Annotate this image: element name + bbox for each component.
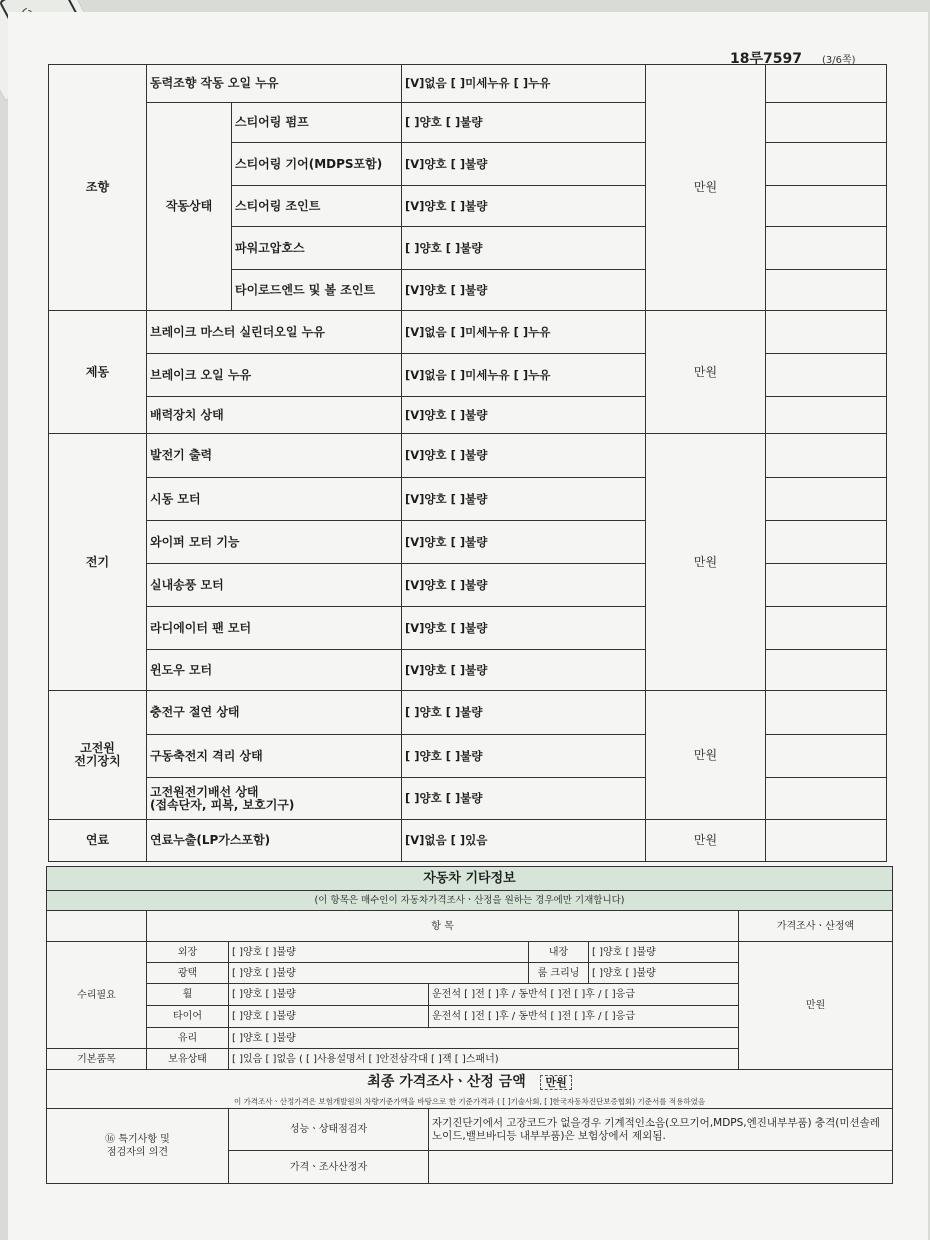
wheel-label: 휠: [147, 984, 229, 1006]
electric-item: 실내송풍 모터: [147, 564, 402, 607]
brake-option[interactable]: [V]양호 [ ]불량: [402, 397, 646, 434]
steering-item: 파워고압호스: [232, 227, 402, 270]
tire-label: 타이어: [147, 1006, 229, 1028]
steering-option[interactable]: [ ]양호 [ ]불량: [402, 227, 646, 270]
electric-item: 라디에이터 팬 모터: [147, 607, 402, 650]
extra-header-blank: [47, 911, 147, 942]
electric-option[interactable]: [V]양호 [ ]불량: [402, 564, 646, 607]
basic-items-option[interactable]: [ ]있음 [ ]없음 ( [ ]사용설명서 [ ]안전삼각대 [ ]잭 [ ]스패너): [229, 1049, 739, 1070]
steering-leak-item: 동력조향 작동 오일 누유: [147, 65, 402, 103]
price-column-header: 가격조사ㆍ산정액: [739, 911, 893, 942]
special-notes-label: ⑯ 특기사항 및 점검자의 의견: [47, 1109, 229, 1184]
item-column-header: 항 목: [147, 911, 739, 942]
final-amount-box[interactable]: [540, 1075, 571, 1090]
section-steering-label: 조향: [49, 65, 147, 311]
steering-item: 스티어링 기어(MDPS포함): [232, 143, 402, 186]
electric-amount-unit: 만원: [646, 434, 766, 691]
brake-amount-cell[interactable]: [766, 354, 887, 397]
steering-item: 타이로드엔드 및 볼 조인트: [232, 270, 402, 311]
electric-option[interactable]: [V]양호 [ ]불량: [402, 607, 646, 650]
hv-option[interactable]: [ ]양호 [ ]불량: [402, 691, 646, 735]
brake-option[interactable]: [V]없음 [ ]미세누유 [ ]누유: [402, 311, 646, 354]
repair-needed-label: 수리필요: [47, 942, 147, 1049]
basic-items-key: 보유상태: [147, 1049, 229, 1070]
extra-info-table: [46, 866, 893, 1184]
electric-amount-cell[interactable]: [766, 564, 887, 607]
section-brake-label: 제동: [49, 311, 147, 434]
electric-item: 발전기 출력: [147, 434, 402, 478]
brake-item: 브레이크 마스터 실린더오일 누유: [147, 311, 402, 354]
steering-option[interactable]: [V]양호 [ ]불량: [402, 270, 646, 311]
electric-amount-cell[interactable]: [766, 650, 887, 691]
final-amount-note: 이 가격조사ㆍ산정가격은 보험개발원의 차량기준가액을 바탕으로 한 기준가격과 ( [ ]기술사회, [ ]한국자동차진단보증협회) 기준서를 적용하였음: [47, 1095, 893, 1109]
fuel-item: 연료누출(LP가스포함): [147, 820, 402, 862]
electric-option[interactable]: [V]양호 [ ]불량: [402, 650, 646, 691]
electric-amount-cell[interactable]: [766, 607, 887, 650]
glass-label: 유리: [147, 1028, 229, 1049]
fuel-amount-unit: 만원: [646, 820, 766, 862]
brake-option[interactable]: [V]없음 [ ]미세누유 [ ]누유: [402, 354, 646, 397]
extra-info-note: (이 항목은 매수인이 자동차가격조사ㆍ산정을 원하는 경우에만 기재합니다): [47, 891, 893, 911]
hv-amount-cell[interactable]: [766, 691, 887, 735]
steering-item: 스티어링 펌프: [232, 103, 402, 143]
electric-option[interactable]: [V]양호 [ ]불량: [402, 478, 646, 521]
electric-item: 와이퍼 모터 기능: [147, 521, 402, 564]
electric-option[interactable]: [V]양호 [ ]불량: [402, 521, 646, 564]
steering-amount-cell[interactable]: [766, 143, 887, 186]
steering-sub-label: 작동상태: [147, 103, 232, 311]
extra-price-unit: 만원: [739, 942, 893, 1070]
brake-amount-cell[interactable]: [766, 397, 887, 434]
steering-amount-cell[interactable]: [766, 103, 887, 143]
steering-amount-unit: 만원: [646, 65, 766, 311]
tire-option[interactable]: [ ]양호 [ ]불량: [229, 1006, 429, 1028]
final-amount-label: 최종 가격조사ㆍ산정 금액: [367, 1073, 526, 1090]
electric-amount-cell[interactable]: [766, 478, 887, 521]
performance-inspector-label: 성능ㆍ상태점검자: [229, 1109, 429, 1151]
inspection-table: [48, 64, 887, 862]
hv-option[interactable]: [ ]양호 [ ]불량: [402, 778, 646, 820]
steering-amount-cell[interactable]: [766, 227, 887, 270]
final-amount-unit: 만원: [545, 1075, 567, 1089]
steering-option[interactable]: [ ]양호 [ ]불량: [402, 103, 646, 143]
interior-label: 내장: [529, 942, 589, 963]
section-hv-label: 고전원 전기장치: [49, 691, 147, 820]
price-assessor-label: 가격ㆍ조사산정자: [229, 1151, 429, 1184]
gloss-label: 광택: [147, 963, 229, 984]
performance-inspector-opinion[interactable]: 자기진단기에서 고장코드가 없을경우 기계적인소음(오므기어,MDPS,엔진내부부품) 충격(미션솔레노이드,밸브바디등 내부부품)은 보험상에서 제외됨.: [429, 1109, 893, 1151]
basic-items-label: 기본품목: [47, 1049, 147, 1070]
brake-amount-unit: 만원: [646, 311, 766, 434]
hv-amount-cell[interactable]: [766, 778, 887, 820]
hv-option[interactable]: [ ]양호 [ ]불량: [402, 735, 646, 778]
steering-amount-cell[interactable]: [766, 270, 887, 311]
steering-amount-cell[interactable]: [766, 186, 887, 227]
steering-leak-option[interactable]: [V]없음 [ ]미세누유 [ ]누유: [402, 65, 646, 103]
extra-info-title: 자동차 기타정보: [47, 867, 893, 891]
page-indicator: (3/6쪽): [822, 55, 856, 66]
exterior-option[interactable]: [ ]양호 [ ]불량: [229, 942, 529, 963]
section-fuel-label: 연료: [49, 820, 147, 862]
final-amount-row: [47, 1070, 893, 1095]
gloss-option[interactable]: [ ]양호 [ ]불량: [229, 963, 529, 984]
room-cleaning-label: 룸 크리닝: [529, 963, 589, 984]
hv-item: 구동축전지 격리 상태: [147, 735, 402, 778]
document-number: 18루7597: [730, 51, 802, 67]
brake-item: 브레이크 오일 누유: [147, 354, 402, 397]
wheel-position[interactable]: 운전석 [ ]전 [ ]후 / 동반석 [ ]전 [ ]후 / [ ]응급: [429, 984, 739, 1006]
electric-item: 윈도우 모터: [147, 650, 402, 691]
steering-option[interactable]: [V]양호 [ ]불량: [402, 143, 646, 186]
brake-item: 배력장치 상태: [147, 397, 402, 434]
electric-amount-cell[interactable]: [766, 434, 887, 478]
tire-position[interactable]: 운전석 [ ]전 [ ]후 / 동반석 [ ]전 [ ]후 / [ ]응급: [429, 1006, 739, 1028]
section-electric-label: 전기: [49, 434, 147, 691]
fuel-option[interactable]: [V]없음 [ ]있음: [402, 820, 646, 862]
steering-item: 스티어링 조인트: [232, 186, 402, 227]
room-cleaning-option[interactable]: [ ]양호 [ ]불량: [589, 963, 739, 984]
brake-amount-cell[interactable]: [766, 311, 887, 354]
hv-amount-unit: 만원: [646, 691, 766, 820]
hv-item: 고전원전기배선 상태 (접속단자, 피복, 보호기구): [147, 778, 402, 820]
hv-amount-cell[interactable]: [766, 735, 887, 778]
exterior-label: 외장: [147, 942, 229, 963]
electric-amount-cell[interactable]: [766, 521, 887, 564]
steering-amount-cell[interactable]: [766, 65, 887, 103]
fuel-amount-cell[interactable]: [766, 820, 887, 862]
wheel-option[interactable]: [ ]양호 [ ]불량: [229, 984, 429, 1006]
glass-option[interactable]: [ ]양호 [ ]불량: [229, 1028, 739, 1049]
price-assessor-opinion[interactable]: [429, 1151, 893, 1184]
electric-item: 시동 모터: [147, 478, 402, 521]
hv-item: 충전구 절연 상태: [147, 691, 402, 735]
steering-option[interactable]: [V]양호 [ ]불량: [402, 186, 646, 227]
electric-option[interactable]: [V]양호 [ ]불량: [402, 434, 646, 478]
interior-option[interactable]: [ ]양호 [ ]불량: [589, 942, 739, 963]
